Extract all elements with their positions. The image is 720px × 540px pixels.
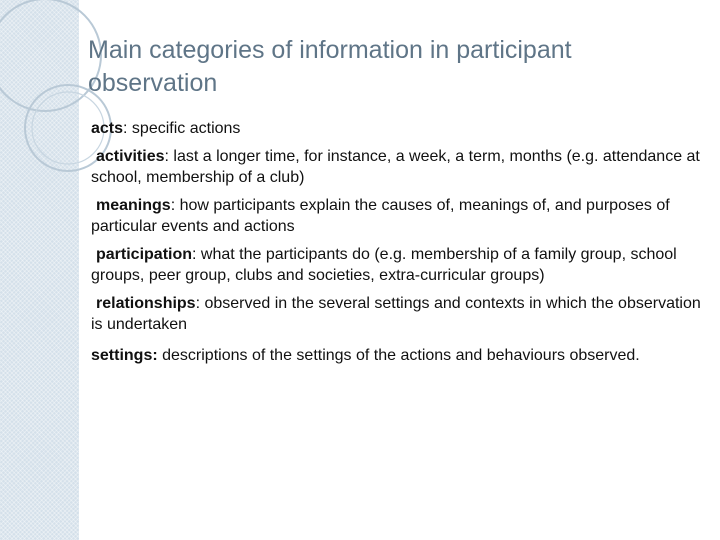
- term-separator: :: [170, 197, 176, 214]
- term-separator: :: [192, 246, 197, 263]
- term-separator: :: [123, 120, 128, 137]
- decorative-side-band: [0, 0, 79, 540]
- term-separator: :: [164, 148, 169, 165]
- term-relationships: relationships: [96, 295, 196, 312]
- term-acts: acts: [91, 120, 124, 137]
- term-separator: :: [195, 295, 201, 312]
- list-item-acts: [91, 118, 701, 139]
- term-activities: activities: [96, 148, 165, 165]
- description-acts: specific actions: [127, 120, 241, 137]
- term-participation: participation: [96, 246, 193, 263]
- description-meanings: how participants explain the causes of, meanings of, and purposes of particular events and actions: [91, 197, 670, 235]
- description-activities: last a longer time, for instance, a week, a term, months (e.g. attendance at school, membership of a club): [91, 148, 700, 186]
- list-item-meanings: [91, 195, 701, 237]
- list-item-settings: [91, 345, 701, 366]
- term-meanings: meanings: [96, 197, 171, 214]
- slide-title: Main categories of information in participant observation: [88, 36, 572, 97]
- description-settings: descriptions of the settings of the actions and behaviours observed.: [157, 347, 640, 364]
- description-participation: what the participants do (e.g. membership of a family group, school groups, peer group, clubs and societies, extra-curricular groups): [91, 246, 677, 284]
- list-item-activities: [91, 146, 701, 188]
- list-item-participation: [91, 244, 701, 286]
- category-list: [91, 118, 701, 373]
- description-relationships: observed in the several settings and contexts in which the observation is undertaken: [91, 295, 701, 333]
- term-settings: settings:: [91, 347, 158, 364]
- list-item-relationships: [91, 293, 701, 335]
